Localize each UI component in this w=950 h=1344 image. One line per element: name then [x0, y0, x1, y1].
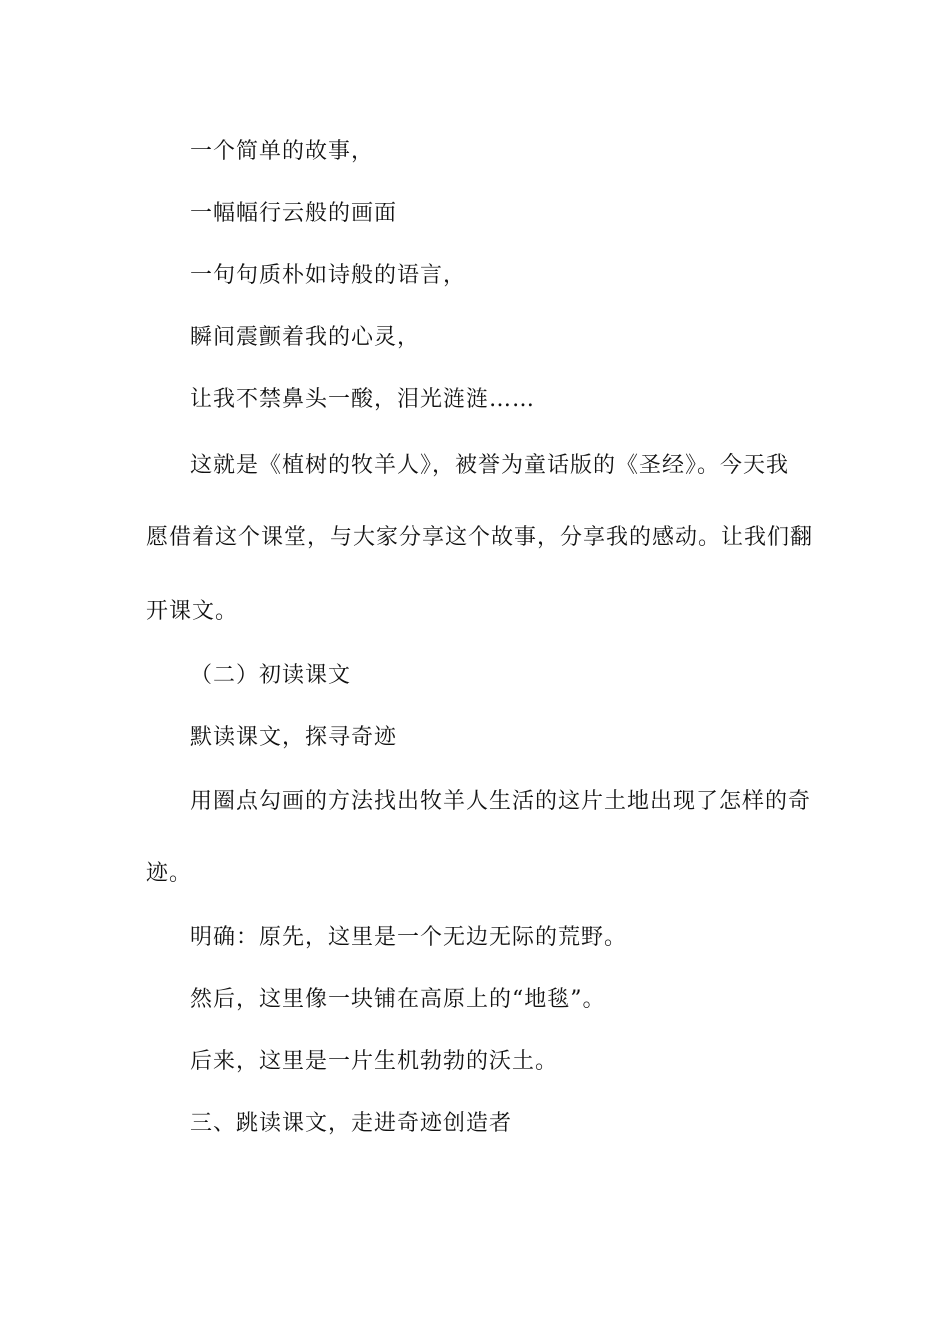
paragraph-line: 愿借着这个课堂，与大家分享这个故事，分享我的感动。让我们翻: [146, 525, 814, 550]
poem-line-2: 一幅幅行云般的画面: [190, 201, 398, 226]
paragraph-line: 这就是《植树的牧羊人》，被誉为童话版的《圣经》。今天我: [190, 453, 790, 478]
paragraph-line: 开课文。: [146, 599, 239, 624]
paragraph-line: 明确：原先，这里是一个无边无际的荒野。: [190, 925, 628, 950]
paragraph-line: 默读课文，探寻奇迹: [190, 725, 398, 750]
section-heading: 三、跳读课文，走进奇迹创造者: [190, 1111, 513, 1136]
paragraph-line: 后来，这里是一片生机勃勃的沃土。: [190, 1049, 559, 1074]
poem-line-1: 一个简单的故事，: [190, 139, 375, 164]
section-heading: （二）初读课文: [190, 663, 352, 688]
poem-line-4: 瞬间震颤着我的心灵，: [190, 325, 421, 350]
paragraph-line: 迹。: [146, 861, 193, 886]
paragraph-line: 然后，这里像一块铺在高原上的“地毯”。: [190, 987, 606, 1012]
paragraph-line: 用圈点勾画的方法找出牧羊人生活的这片土地出现了怎样的奇: [190, 789, 812, 814]
poem-line-3: 一句句质朴如诗般的语言，: [190, 263, 467, 288]
poem-line-5: 让我不禁鼻头一酸，泪光涟涟……: [190, 387, 536, 412]
